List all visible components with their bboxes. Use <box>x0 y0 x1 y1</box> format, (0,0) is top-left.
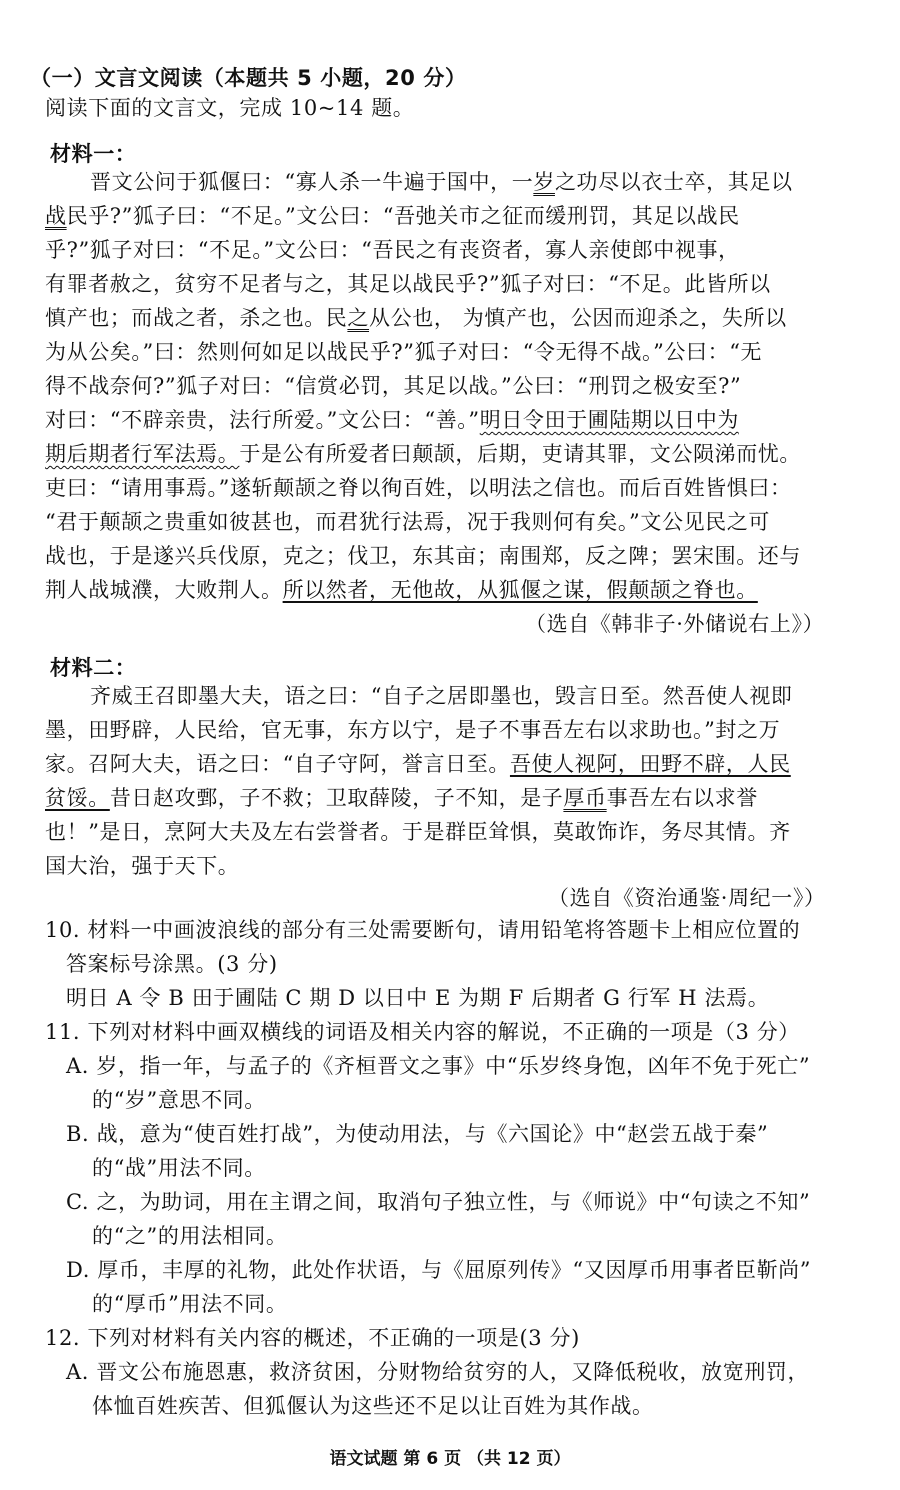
wavy-underline-text: 期后期者行军法焉。 <box>45 442 240 466</box>
material1-line <box>45 442 801 466</box>
question-10-stem-cont: 答案标号涂黑。(3 分) <box>66 952 278 976</box>
material1-line <box>45 306 787 330</box>
material1-heading: 材料一： <box>50 142 137 166</box>
page-footer: 语文试题 第 6 页 （共 12 页） <box>329 1449 571 1469</box>
double-underline-mark: 之 <box>347 306 370 330</box>
text-span: 家。召阿大夫，语之曰：“自子守阿，誉言日至。 <box>45 752 510 776</box>
option-c-cont: 的“之”的用法相同。 <box>92 1224 288 1248</box>
wavy-underline-text: 明日令田于圃陆期以日中为 <box>479 408 739 432</box>
material2-source: （选自《资治通鉴·周纪一》） <box>548 886 826 910</box>
material1-line: 有罪者赦之，贫穷不足者与之，其足以战民乎?”狐子对曰：“不足。此皆所以 <box>45 272 771 296</box>
question-10-stem: 10. 材料一中画波浪线的部分有三处需要断句，请用铅笔将答题卡上相应位置的 <box>45 918 801 942</box>
text-span: 慎产也；而战之者，杀之也。民 <box>45 306 348 330</box>
material1-line: 吏曰：“请用事焉。”遂斩颠颉之脊以徇百姓，以明法之信也。而后百姓皆惧曰： <box>45 476 792 500</box>
underlined-text: 吾使人视阿，田野不辟，人民 <box>509 752 791 776</box>
material1-source: （选自《韩非子·外储说右上》） <box>525 612 825 636</box>
option-a-cont: 的“岁”意思不同。 <box>92 1088 266 1112</box>
double-underline-mark: 岁 <box>533 170 555 194</box>
question-11-stem: 11. 下列对材料中画双横线的词语及相关内容的解说，不正确的一项是（3 分） <box>45 1020 800 1044</box>
material2-line <box>45 786 758 810</box>
text-span: 对曰：“不辟亲贵，法行所爱。”文公曰：“善。” <box>45 408 480 432</box>
material1-line: 战也，于是遂兴兵伐原，克之；伐卫，东其亩；南围郑，反之陴；罢宋围。还与 <box>45 544 801 568</box>
text-span: 之功尽以衣士卒，其足以 <box>554 170 793 194</box>
section-instruction: 阅读下面的文言文，完成 10~14 题。 <box>45 96 415 120</box>
material1-line <box>45 578 758 602</box>
text-span: 民乎?”狐子曰：“不足。”文公曰：“吾弛关市之征而缓刑罚，其足以战民 <box>66 204 740 228</box>
option-a: A. 岁，指一年，与孟子的《齐桓晋文之事》中“乐岁终身饱，凶年不免于死亡” <box>66 1054 811 1078</box>
material2-line: 也！”是日，烹阿大夫及左右尝誉者。于是群臣耸惧，莫敢饰诈，务尽其情。齐 <box>45 820 791 844</box>
material2-line <box>45 752 791 776</box>
option-d: D. 厚币，丰厚的礼物，此处作状语，与《屈原列传》“又因厚币用事者臣靳尚” <box>66 1258 812 1282</box>
text-span: 于是公有所爱者曰颠颉，后期，吏请其罪，文公陨涕而忧。 <box>239 442 802 466</box>
material1-line: 乎?”狐子对曰：“不足。”文公曰：“吾民之有丧资者，寡人亲使郎中视事， <box>45 238 740 262</box>
text-span: 事吾左右以求誉 <box>606 786 758 810</box>
double-underline-mark: 厚币 <box>563 786 607 810</box>
option-d-cont: 的“厚币”用法不同。 <box>92 1292 288 1316</box>
material1-line <box>45 204 740 228</box>
material1-line <box>45 408 739 432</box>
text-span: 昔日赵攻鄄，子不救；卫取薛陵，子不知，是子 <box>109 786 564 810</box>
underlined-text: 贫馁。 <box>45 786 110 810</box>
option-a-cont: 体恤百姓疾苦、但狐偃认为这些还不足以让百姓为其作战。 <box>92 1394 654 1418</box>
text-span: 荆人战城濮，大败荆人。 <box>45 578 283 602</box>
material1-line: “君于颠颉之贵重如彼甚也，而君犹行法焉，况于我则何有矣。”文公见民之可 <box>45 510 770 534</box>
underlined-text: 所以然者，无他故，从狐偃之谋，假颠颉之脊也。 <box>282 578 758 602</box>
text-span: 从公也， 为慎产也，公因而迎杀之，失所以 <box>369 306 787 330</box>
material2-line: 国大治，强于天下。 <box>45 854 240 878</box>
material2-line: 齐威王召即墨大夫，语之曰：“自子之居即墨也，毁言日至。然吾使人视即 <box>90 684 793 708</box>
section-title: （一）文言文阅读（本题共 5 小题，20 分） <box>30 66 467 90</box>
double-underline-mark: 战 <box>45 204 67 228</box>
option-b-cont: 的“战”用法不同。 <box>92 1156 266 1180</box>
option-a: A. 晋文公布施恩惠，救济贫困，分财物给贫穷的人，又降低税收，放宽刑罚， <box>66 1360 810 1384</box>
material2-heading: 材料二： <box>50 656 137 680</box>
question-10-sentence: 明日 A 令 B 田于圃陆 C 期 D 以日中 E 为期 F 后期者 G 行军 H 法焉。 <box>66 986 770 1010</box>
text-span: 晋文公问于狐偃曰：“寡人杀一牛遍于国中，一 <box>90 170 534 194</box>
material1-line: 为从公矣。”曰：然则何如足以战民乎?”狐子对曰：“令无得不战。”公曰：“无 <box>45 340 763 364</box>
material1-line <box>90 170 793 194</box>
option-c: C. 之，为助词，用在主谓之间，取消句子独立性，与《师说》中“句读之不知” <box>66 1190 811 1214</box>
question-12-stem: 12. 下列对材料有关内容的概述，不正确的一项是(3 分) <box>45 1326 580 1350</box>
material1-line: 得不战奈何?”狐子对曰：“信赏必罚，其足以战。”公曰：“刑罚之极安至?” <box>45 374 742 398</box>
option-b: B. 战，意为“使百姓打战”，为使动用法，与《六国论》中“赵尝五战于秦” <box>66 1122 769 1146</box>
material2-line: 墨，田野辟，人民给，官无事，东方以宁，是子不事吾左右以求助也。”封之万 <box>45 718 781 742</box>
